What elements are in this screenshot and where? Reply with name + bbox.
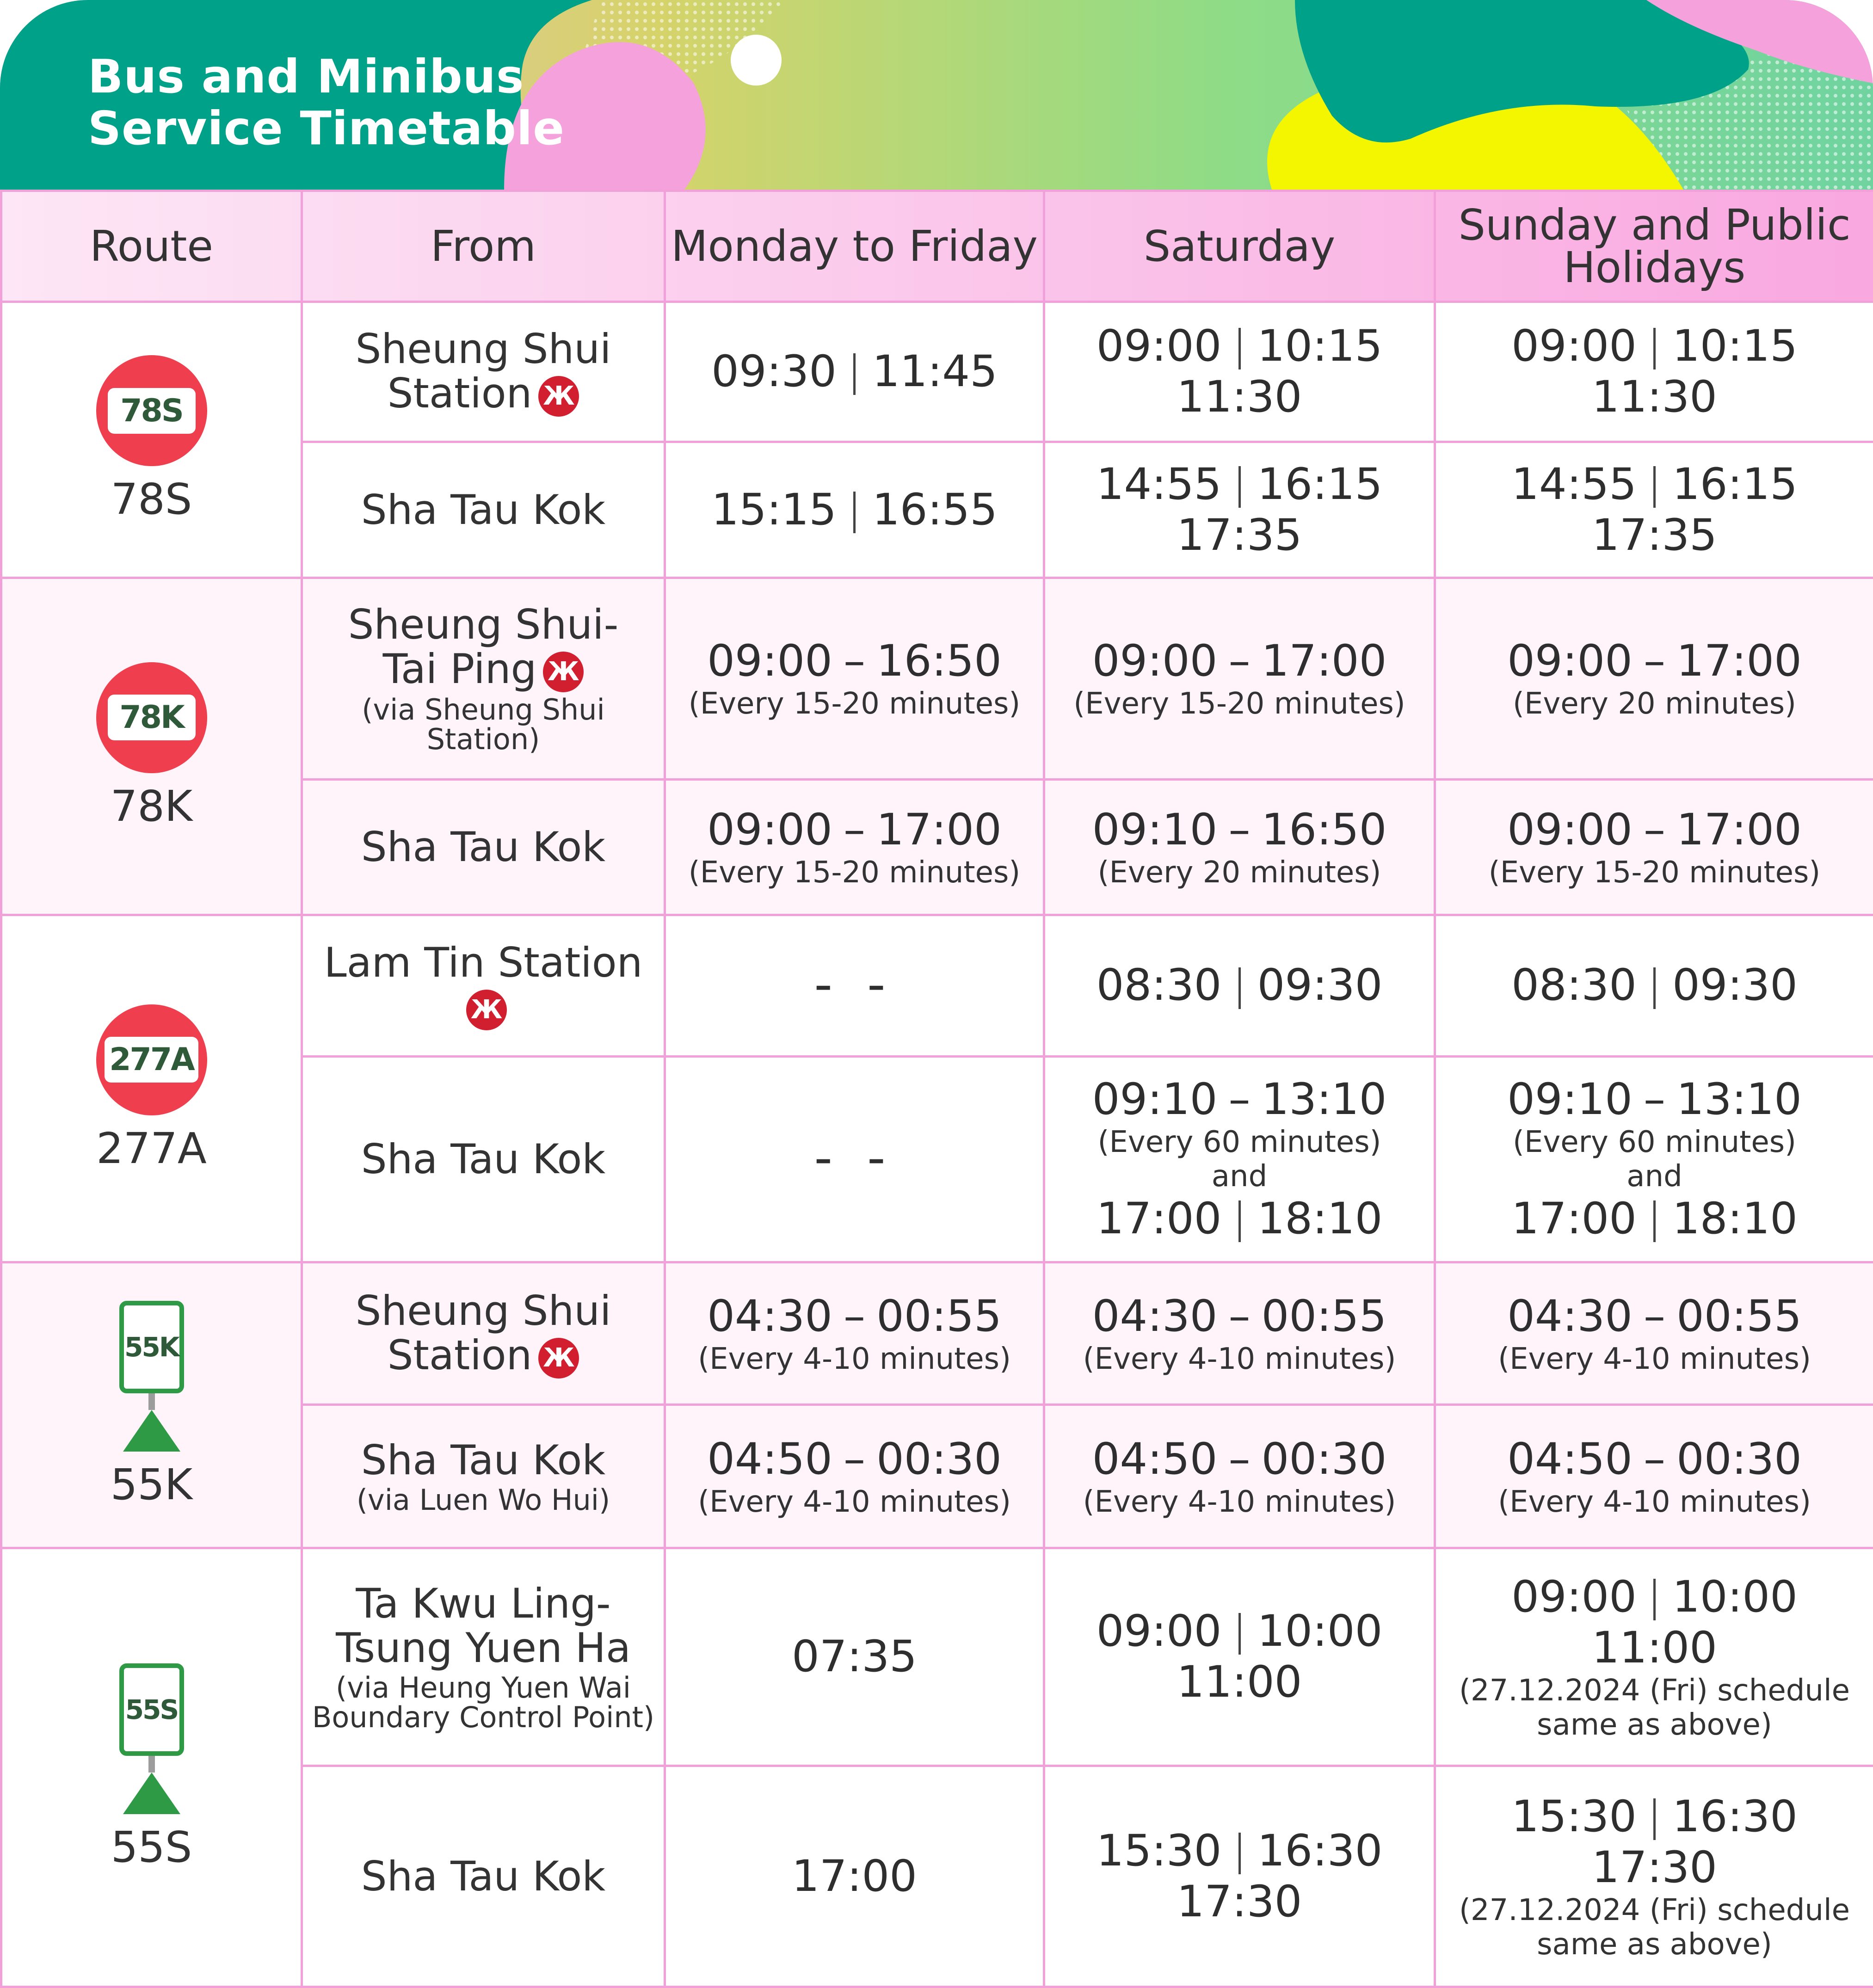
from-label: Lam Tin Station <box>324 939 643 987</box>
saturday-cell: 04:30 – 00:55 (Every 4-10 minutes) <box>1044 1262 1435 1405</box>
route-badge-label: 78S <box>108 388 196 434</box>
end-time: 16:50 <box>876 636 1002 687</box>
weekday-cell <box>665 1548 1044 1766</box>
from-cell <box>302 779 665 915</box>
departure-time: 11:00 <box>1177 1657 1302 1708</box>
departure-time: 10:15 <box>1672 321 1798 372</box>
frequency-note: (Every 4-10 minutes) <box>1083 1484 1396 1519</box>
from-cell <box>302 578 665 779</box>
saturday-cell: 09:00 – 17:00 (Every 15-20 minutes) <box>1044 578 1435 779</box>
route-cell-78k <box>1 578 302 915</box>
departure-time: 10:00 <box>1672 1572 1798 1623</box>
start-time: 04:30 <box>1092 1291 1218 1342</box>
saturday-cell <box>1044 1548 1435 1766</box>
departure-time: 11:30 <box>1177 372 1302 423</box>
start-time: 09:00 <box>707 636 832 687</box>
from-cell <box>302 1056 665 1262</box>
from-label: Ta Kwu Ling- <box>356 1580 611 1628</box>
departure-time: 09:00 <box>1096 1606 1222 1657</box>
frequency-note: (Every 4-10 minutes) <box>1083 1342 1396 1376</box>
departure-time: 17:35 <box>1177 510 1302 560</box>
from-label: Sha Tau Kok <box>361 486 606 534</box>
from-cell <box>302 442 665 578</box>
from-cell <box>302 302 665 442</box>
bus-stop-badge-icon <box>96 355 207 466</box>
departure-time: 10:15 <box>1257 321 1383 372</box>
no-service: - - <box>814 1128 895 1188</box>
route-name: 78S <box>111 474 192 524</box>
from-sub-label: (via Luen Wo Hui) <box>356 1483 610 1517</box>
departure-time: 17:00 <box>1096 1193 1222 1244</box>
from-label: Tsung Yuen Ha <box>336 1624 631 1672</box>
weekday-cell <box>665 915 1044 1057</box>
route-name: 55K <box>110 1460 193 1510</box>
departure-time: 09:30 <box>1672 960 1798 1011</box>
sunday-cell <box>1435 442 1873 578</box>
frequency-note: (Every 60 minutes) <box>1097 1125 1381 1159</box>
departure-time: 09:00 <box>1096 321 1222 372</box>
departure-time: 09:00 <box>1511 1572 1637 1623</box>
end-time: 00:30 <box>1676 1434 1802 1484</box>
start-time: 09:10 <box>1092 1074 1218 1125</box>
weekday-cell: 04:50 – 00:30 (Every 4-10 minutes) <box>665 1404 1044 1548</box>
schedule-note: (27.12.2024 (Fri) schedule same as above) <box>1459 1674 1850 1742</box>
start-time: 09:10 <box>1507 1074 1633 1125</box>
start-time: 09:00 <box>707 804 832 855</box>
route-name: 277A <box>96 1123 207 1173</box>
frequency-note: (Every 15-20 minutes) <box>1073 687 1405 721</box>
departure-time: 11:30 <box>1592 372 1717 423</box>
weekday-cell: 04:30 – 00:55 (Every 4-10 minutes) <box>665 1262 1044 1405</box>
frequency-note: (Every 60 minutes) <box>1513 1125 1796 1159</box>
departure-time: 14:55 <box>1511 459 1637 510</box>
end-time: 17:00 <box>1676 636 1802 687</box>
frequency-note: (Every 4-10 minutes) <box>1498 1484 1811 1519</box>
end-time: 00:30 <box>876 1434 1002 1484</box>
route-badge-label: 55S <box>125 1693 178 1725</box>
route-cell-78s <box>1 302 302 578</box>
table-row <box>1 302 1873 442</box>
from-label: Sha Tau Kok <box>361 1436 606 1484</box>
and-label: and <box>1627 1159 1682 1194</box>
departure-time: 18:10 <box>1257 1193 1383 1244</box>
weekday-cell <box>665 1766 1044 1987</box>
from-cell <box>302 1262 665 1405</box>
departure-time: 08:30 <box>1511 960 1637 1011</box>
mtr-logo-icon: Ж <box>538 376 579 417</box>
sunday-cell <box>1435 1766 1873 1987</box>
timetable-table <box>0 190 1873 1988</box>
weekday-cell <box>665 442 1044 578</box>
table-row <box>1 1262 1873 1405</box>
departure-time: 09:00 <box>1511 321 1637 372</box>
title-line-2: Service Timetable <box>88 101 565 155</box>
weekday-cell: 09:00 – 17:00 (Every 15-20 minutes) <box>665 779 1044 915</box>
weekday-cell: 09:00 – 16:50 (Every 15-20 minutes) <box>665 578 1044 779</box>
sunday-cell: 09:00 – 17:00 (Every 20 minutes) <box>1435 578 1873 779</box>
sunday-cell: 04:50 – 00:30 (Every 4-10 minutes) <box>1435 1404 1873 1548</box>
weekday-cell <box>665 302 1044 442</box>
departure-time: 16:55 <box>872 484 998 535</box>
header-sunday: Sunday and Public Holidays <box>1435 191 1873 302</box>
page-title <box>88 51 565 154</box>
minibus-stop-sign-icon <box>119 1301 184 1452</box>
and-label: and <box>1211 1159 1268 1194</box>
end-time: 13:10 <box>1261 1074 1387 1125</box>
start-time: 04:50 <box>1092 1434 1218 1484</box>
start-time: 04:50 <box>1507 1434 1633 1484</box>
from-sub-label: (via Heung Yuen Wai Boundary Control Point) <box>312 1671 655 1735</box>
end-time: 00:30 <box>1261 1434 1387 1484</box>
from-cell <box>302 1548 665 1766</box>
table-row <box>1 1548 1873 1766</box>
sunday-cell: 04:30 – 00:55 (Every 4-10 minutes) <box>1435 1262 1873 1405</box>
from-sub-label: (via Sheung Shui Station) <box>362 693 605 757</box>
frequency-note: (Every 20 minutes) <box>1097 855 1381 890</box>
title-line-1: Bus and Minibus <box>88 49 524 104</box>
departure-time: 16:15 <box>1257 459 1383 510</box>
departure-time: 17:00 <box>1511 1193 1637 1244</box>
departure-time: 16:30 <box>1257 1825 1383 1876</box>
end-time: 13:10 <box>1676 1074 1802 1125</box>
mtr-logo-icon: Ж <box>538 1338 579 1379</box>
departure-time: 11:45 <box>872 346 998 397</box>
mtr-logo-icon: Ж <box>543 652 584 692</box>
route-badge-label: 55K <box>124 1331 179 1363</box>
departure-time: 07:35 <box>792 1631 917 1682</box>
frequency-note: (Every 15-20 minutes) <box>1488 855 1821 890</box>
saturday-cell: 09:10 – 16:50 (Every 20 minutes) <box>1044 779 1435 915</box>
route-name: 55S <box>111 1822 192 1872</box>
end-time: 17:00 <box>1676 804 1802 855</box>
schedule-note: (27.12.2024 (Fri) schedule same as above) <box>1459 1893 1850 1962</box>
start-time: 09:00 <box>1507 804 1633 855</box>
departure-time: 17:35 <box>1592 510 1717 560</box>
route-cell-55s <box>1 1548 302 1987</box>
route-badge-label: 277A <box>105 1037 198 1083</box>
start-time: 09:00 <box>1092 636 1218 687</box>
bus-stop-badge-icon <box>96 662 207 773</box>
end-time: 17:00 <box>1261 636 1387 687</box>
from-label: Sheung Shui Station <box>355 325 611 418</box>
departure-time: 11:00 <box>1592 1623 1717 1674</box>
departure-time: 17:00 <box>792 1851 917 1902</box>
start-time: 09:10 <box>1092 804 1218 855</box>
saturday-cell <box>1044 302 1435 442</box>
bus-stop-badge-icon <box>96 1004 207 1115</box>
sunday-cell <box>1435 302 1873 442</box>
end-time: 00:55 <box>1676 1291 1802 1342</box>
end-time: 00:55 <box>876 1291 1002 1342</box>
from-cell <box>302 1766 665 1987</box>
sunday-cell: 09:00 – 17:00 (Every 15-20 minutes) <box>1435 779 1873 915</box>
from-label: Sha Tau Kok <box>361 1852 606 1900</box>
mtr-logo-icon: Ж <box>466 990 507 1030</box>
end-time: 16:50 <box>1261 804 1387 855</box>
frequency-note: (Every 15-20 minutes) <box>688 855 1021 890</box>
frequency-note: (Every 4-10 minutes) <box>698 1484 1011 1519</box>
end-time: 17:00 <box>876 804 1002 855</box>
header-weekday: Monday to Friday <box>665 191 1044 302</box>
departure-time: 15:30 <box>1511 1791 1637 1842</box>
header-saturday: Saturday <box>1044 191 1435 302</box>
no-service: - - <box>814 954 895 1014</box>
table-row <box>1 578 1873 779</box>
route-cell-277a <box>1 915 302 1262</box>
from-label: Sheung Shui Station <box>355 1286 611 1379</box>
sunday-cell: 09:10 – 13:10 (Every 60 minutes) and 17:00 18:10 <box>1435 1056 1873 1262</box>
departure-time: 14:55 <box>1096 459 1222 510</box>
saturday-cell <box>1044 915 1435 1057</box>
saturday-cell <box>1044 1766 1435 1987</box>
route-badge-label: 78K <box>108 695 196 740</box>
start-time: 04:30 <box>1507 1291 1633 1342</box>
start-time: 04:50 <box>707 1434 832 1484</box>
departure-time: 16:30 <box>1672 1791 1798 1842</box>
from-label: Tai Ping <box>382 645 537 693</box>
weekday-cell <box>665 1056 1044 1262</box>
departure-time: 17:30 <box>1592 1842 1717 1893</box>
header-banner <box>0 0 1873 190</box>
start-time: 04:30 <box>707 1291 832 1342</box>
frequency-note: (Every 4-10 minutes) <box>1498 1342 1811 1376</box>
from-cell <box>302 1404 665 1548</box>
departure-time: 17:30 <box>1177 1876 1302 1927</box>
start-time: 09:00 <box>1507 636 1633 687</box>
departure-time: 16:15 <box>1672 459 1798 510</box>
from-label: Sha Tau Kok <box>361 1135 606 1183</box>
departure-time: 15:15 <box>711 484 837 535</box>
from-cell <box>302 915 665 1057</box>
table-header-row <box>1 191 1873 302</box>
sunday-cell <box>1435 915 1873 1057</box>
end-time: 00:55 <box>1261 1291 1387 1342</box>
sunday-cell <box>1435 1548 1873 1766</box>
frequency-note: (Every 20 minutes) <box>1513 687 1796 721</box>
header-route: Route <box>1 191 302 302</box>
frequency-note: (Every 15-20 minutes) <box>688 687 1021 721</box>
saturday-cell: 09:10 – 13:10 (Every 60 minutes) and 17:00 18:10 <box>1044 1056 1435 1262</box>
saturday-cell: 04:50 – 00:30 (Every 4-10 minutes) <box>1044 1404 1435 1548</box>
departure-time: 15:30 <box>1096 1825 1222 1876</box>
departure-time: 18:10 <box>1672 1193 1798 1244</box>
departure-time: 09:30 <box>1257 960 1383 1011</box>
departure-time: 08:30 <box>1096 960 1222 1011</box>
from-label: Sha Tau Kok <box>361 823 606 871</box>
saturday-cell <box>1044 442 1435 578</box>
header-from: From <box>302 191 665 302</box>
departure-time: 09:30 <box>711 346 837 397</box>
route-cell-55k <box>1 1262 302 1548</box>
minibus-stop-sign-icon <box>119 1663 184 1814</box>
table-row <box>1 915 1873 1057</box>
departure-time: 10:00 <box>1257 1606 1383 1657</box>
route-name: 78K <box>110 781 193 831</box>
from-label: Sheung Shui- <box>348 601 619 649</box>
frequency-note: (Every 4-10 minutes) <box>698 1342 1011 1376</box>
